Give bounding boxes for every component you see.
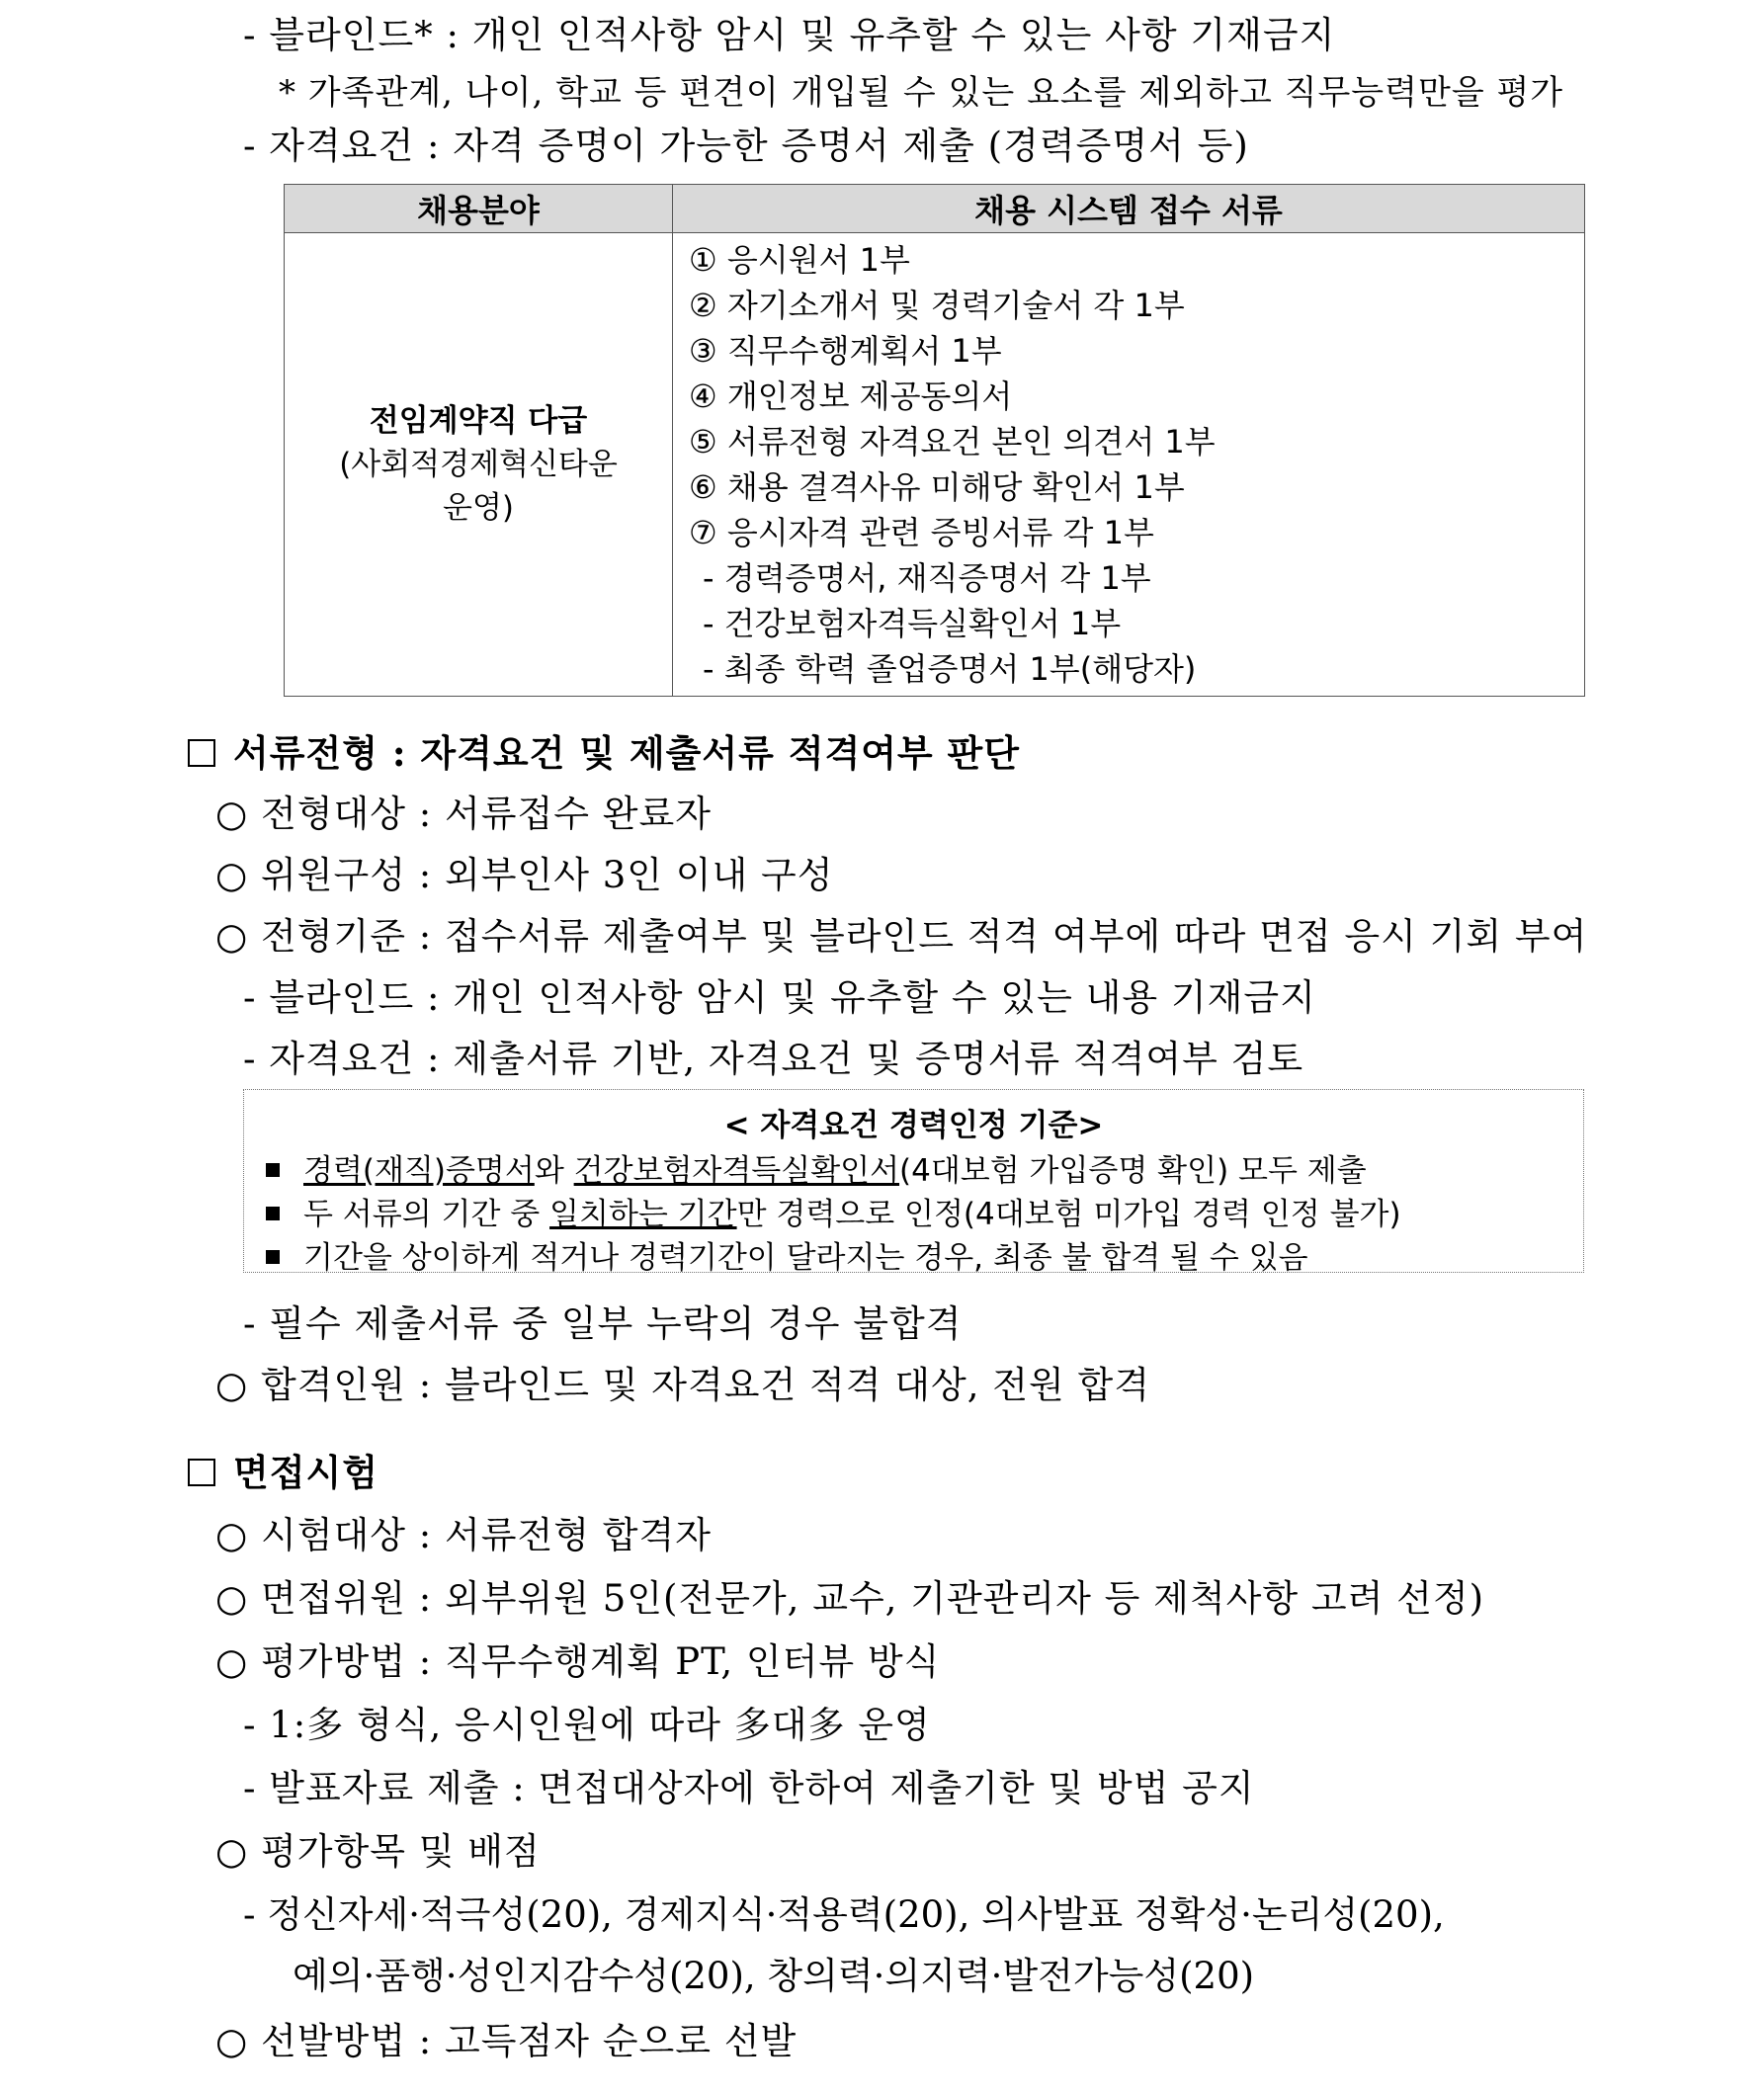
career-criteria-box xyxy=(243,1089,1584,1276)
doc-screening-criteria: ○ 전형기준 : 접수서류 제출여부 및 블라인드 적격 여부에 따라 면접 응시 기회 부여 xyxy=(215,915,1588,958)
doc-subitem: - 건강보험자격득실확인서 1부 xyxy=(703,605,1122,642)
field-subtitle-1: (사회적경제혁신타운 xyxy=(339,447,618,482)
bullet-square-icon xyxy=(266,1207,280,1220)
doc-item: ③ 직무수행계획서 1부 xyxy=(689,332,1002,370)
checkbox-icon xyxy=(188,739,215,767)
blind-rule: - 블라인드* : 개인 인적사항 암시 및 유추할 수 있는 사항 기재금지 xyxy=(243,14,1336,56)
career-criteria-item: 두 서류의 기간 중 일치하는 기간만 경력으로 인정(4대보험 미가입 경력 인정 불가) xyxy=(266,1189,1401,1233)
doc-screening-pass: ○ 합격인원 : 블라인드 및 자격요건 적격 대상, 전원 합격 xyxy=(215,1364,1150,1406)
interview-selection: ○ 선발방법 : 고득점자 순으로 선발 xyxy=(215,2020,798,2062)
interview-method-sub: - 발표자료 제출 : 면접대상자에 한하여 제출기한 및 방법 공지 xyxy=(243,1767,1255,1809)
doc-item: ⑤ 서류전형 자격요건 본인 의견서 1부 xyxy=(689,423,1216,461)
doc-item: ④ 개인정보 제공동의서 xyxy=(689,377,1013,415)
doc-item: ⑦ 응시자격 관련 증빙서류 각 1부 xyxy=(689,514,1154,551)
doc-screening-blind: - 블라인드 : 개인 인적사항 암시 및 유추할 수 있는 내용 기재금지 xyxy=(243,976,1316,1019)
doc-screening-target: ○ 전형대상 : 서류접수 완료자 xyxy=(215,793,712,835)
doc-screening-heading: 서류전형 : 자격요건 및 제출서류 적격여부 판단 xyxy=(188,731,1020,775)
field-title: 전임계약직 다급 xyxy=(369,403,588,439)
field-cell xyxy=(285,233,673,697)
career-criteria-item: 경력(재직)증명서와 건강보험자격득실확인서(4대보험 가입증명 확인) 모두 제출 xyxy=(266,1145,1367,1190)
blind-note: * 가족관계, 나이, 학교 등 편견이 개입될 수 있는 요소를 제외하고 직무능력만을 평가 xyxy=(279,73,1564,113)
checkbox-icon xyxy=(188,1459,215,1486)
doc-item: ⑥ 채용 결격사유 미해당 확인서 1부 xyxy=(689,468,1185,506)
doc-screening-qualification: - 자격요건 : 제출서류 기반, 자격요건 및 증명서류 적격여부 검토 xyxy=(243,1038,1304,1080)
career-criteria-title: < 자격요건 경력인정 기준> xyxy=(723,1108,1104,1143)
interview-items: ○ 평가항목 및 배점 xyxy=(215,1830,541,1873)
table-row xyxy=(285,233,1585,697)
doc-screening-missing: - 필수 제출서류 중 일부 누락의 경우 불합격 xyxy=(243,1302,963,1345)
interview-method: ○ 평가방법 : 직무수행계획 PT, 인터뷰 방식 xyxy=(215,1640,941,1683)
qualification-rule: - 자격요건 : 자격 증명이 가능한 증명서 제출 (경력증명서 등) xyxy=(243,125,1249,167)
career-criteria-item: 기간을 상이하게 적거나 경력기간이 달라지는 경우, 최종 불 합격 될 수 있음 xyxy=(266,1232,1308,1277)
doc-subitem: - 경력증명서, 재직증명서 각 1부 xyxy=(703,559,1151,597)
header-field: 채용분야 xyxy=(285,185,673,233)
table-header-row xyxy=(285,185,1585,233)
doc-item: ① 응시원서 1부 xyxy=(689,241,910,279)
bullet-square-icon xyxy=(266,1163,280,1177)
documents-cell xyxy=(673,233,1585,697)
doc-item: ② 자기소개서 및 경력기술서 각 1부 xyxy=(689,287,1185,324)
interview-heading: 면접시험 xyxy=(188,1451,378,1494)
interview-method-sub: - 1:多 형식, 응시인원에 따라 多대多 운영 xyxy=(243,1704,931,1746)
interview-committee: ○ 면접위원 : 외부위원 5인(전문가, 교수, 기관관리자 등 제척사항 고려 선정) xyxy=(215,1577,1485,1620)
doc-subitem: - 최종 학력 졸업증명서 1부(해당자) xyxy=(703,650,1197,688)
doc-screening-committee: ○ 위원구성 : 외부인사 3인 이내 구성 xyxy=(215,854,834,896)
documents-table xyxy=(284,184,1585,697)
interview-items-line: 예의·품행·성인지감수성(20), 창의력·의지력·발전가능성(20) xyxy=(293,1955,1255,1997)
header-documents: 채용 시스템 접수 서류 xyxy=(673,185,1585,233)
interview-target: ○ 시험대상 : 서류전형 합격자 xyxy=(215,1514,712,1556)
bullet-square-icon xyxy=(266,1250,280,1264)
interview-items-line: - 정신자세·적극성(20), 경제지식·적용력(20), 의사발표 정확성·논리성(20), xyxy=(243,1893,1445,1936)
field-subtitle-2: 운영) xyxy=(443,490,514,526)
